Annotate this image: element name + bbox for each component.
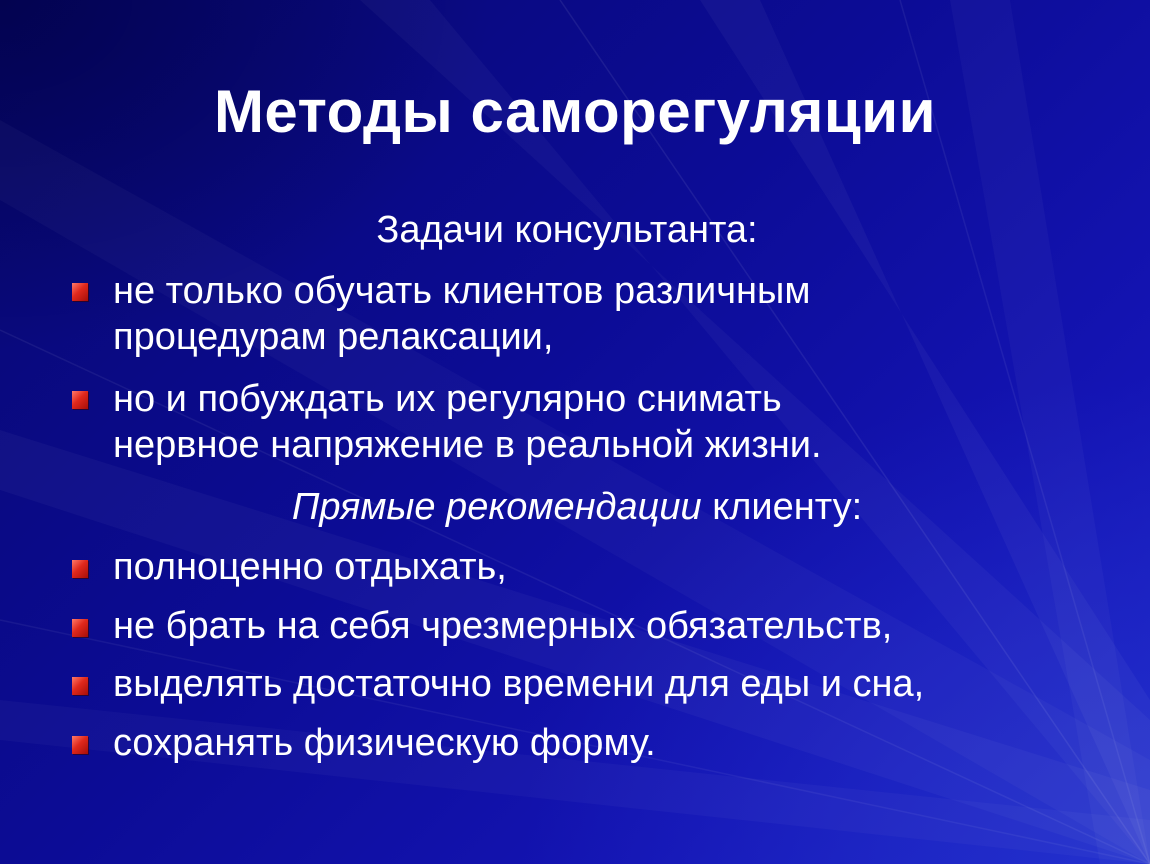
section-heading-rest: клиенту: xyxy=(701,486,863,528)
list-item-line: но и побуждать их регулярно снимать xyxy=(113,378,782,420)
list-item: не брать на себя чрезмерных обязательств, xyxy=(113,605,893,647)
red-square-bullet-icon xyxy=(72,283,88,301)
red-square-bullet-icon xyxy=(72,736,88,754)
red-square-bullet-icon xyxy=(72,619,88,637)
red-square-bullet-icon xyxy=(72,560,88,578)
list-item-line: не только обучать клиентов различным xyxy=(113,270,811,312)
list-item-line: нервное напряжение в реальной жизни. xyxy=(113,424,822,466)
list-item: выделять достаточно времени для еды и сна, xyxy=(113,663,925,705)
red-square-bullet-icon xyxy=(72,391,88,409)
list-item-line: процедурам релаксации, xyxy=(113,316,554,358)
section-heading-italic-part: Прямые рекомендации xyxy=(291,486,702,528)
list-item: сохранять физическую форму. xyxy=(113,722,656,764)
red-square-bullet-icon xyxy=(72,677,88,695)
section-heading-consultant-tasks: Задачи консультанта: xyxy=(376,209,758,251)
slide-title: Методы саморегуляции xyxy=(213,78,937,145)
list-item xyxy=(113,268,1123,360)
list-item xyxy=(113,376,1123,468)
section-heading-direct-recommendations xyxy=(10,484,1144,530)
list-item: полноценно отдыхать, xyxy=(113,546,507,588)
